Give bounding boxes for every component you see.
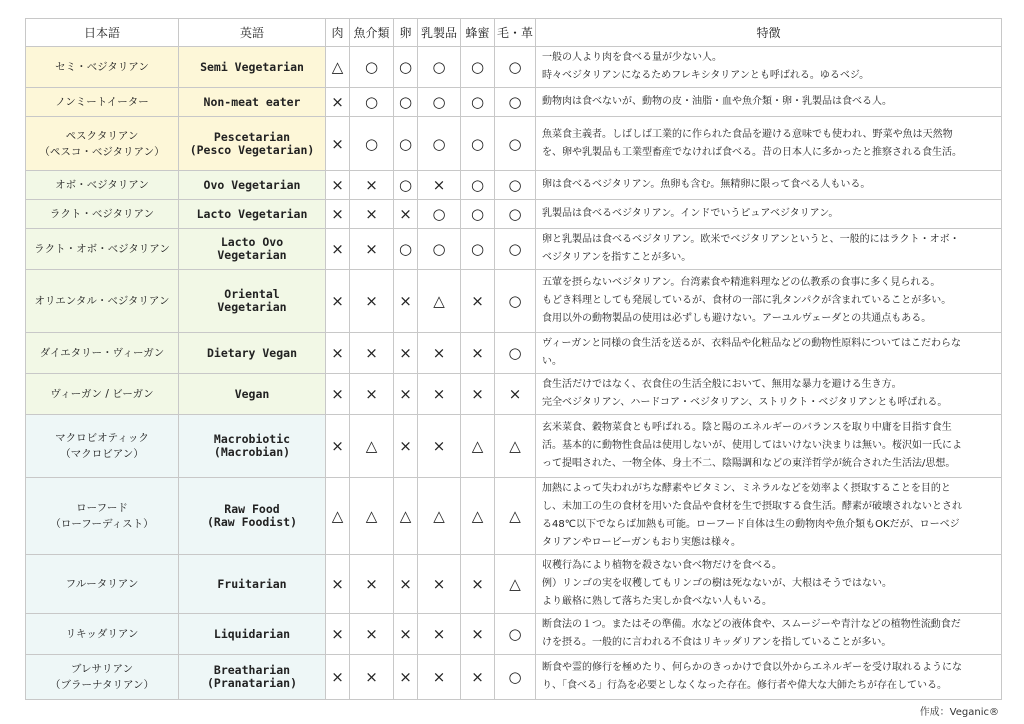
- egg-mark-cell: ×: [394, 555, 418, 614]
- table-row: [26, 415, 1002, 478]
- seafood-mark-cell: ×: [350, 200, 394, 229]
- wool-leather-mark-cell: ○: [495, 47, 536, 88]
- english-name-cell: Non-meat eater: [179, 88, 326, 117]
- egg-mark-cell: ×: [394, 614, 418, 655]
- japanese-name-cell: ローフード （ローフーディスト）: [26, 478, 179, 555]
- dairy-mark-cell: ○: [418, 88, 461, 117]
- wool-leather-mark-cell: ○: [495, 171, 536, 200]
- honey-mark-cell: ×: [461, 333, 495, 374]
- header-seafood: 魚介類: [350, 19, 394, 47]
- seafood-mark-cell: △: [350, 415, 394, 478]
- wool-leather-mark-cell: ○: [495, 200, 536, 229]
- seafood-mark-cell: ×: [350, 555, 394, 614]
- table-row: [26, 117, 1002, 171]
- header-wool-leather: 毛・革: [495, 19, 536, 47]
- honey-mark-cell: ×: [461, 270, 495, 333]
- seafood-mark-cell: ×: [350, 374, 394, 415]
- egg-mark-cell: ×: [394, 270, 418, 333]
- meat-mark-cell: ×: [326, 229, 350, 270]
- header-egg: 卵: [394, 19, 418, 47]
- wool-leather-mark-cell: ○: [495, 655, 536, 700]
- feature-description-cell: 玄米菜食、穀物菜食とも呼ばれる。陰と陽のエネルギーのバランスを取り中庸を目指す食生 活。基本的に動物性食品は使用しないが、使用してはいけない決まりは無い。桜沢如一氏によ って提唱された、一物全体、身土不二、陰陽調和などの東洋哲学が統合された生活法/思想。: [536, 415, 1002, 478]
- seafood-mark-cell: ○: [350, 88, 394, 117]
- meat-mark-cell: ×: [326, 415, 350, 478]
- table-row: [26, 655, 1002, 700]
- dairy-mark-cell: ×: [418, 655, 461, 700]
- egg-mark-cell: ○: [394, 171, 418, 200]
- feature-description-cell: 五葷を摂らないベジタリアン。台湾素食や精進料理などの仏教系の食事に多く見られる。 もどき料理としても発展しているが、食材の一部に乳タンパクが含まれていることが多い。 食用以外の動物製品の使用は必ずしも避けない。アーユルヴェーダとの共通点もある。: [536, 270, 1002, 333]
- japanese-name-cell: ラクト・ベジタリアン: [26, 200, 179, 229]
- japanese-name-cell: セミ・ベジタリアン: [26, 47, 179, 88]
- dairy-mark-cell: ×: [418, 333, 461, 374]
- english-name-cell: Vegan: [179, 374, 326, 415]
- seafood-mark-cell: ×: [350, 171, 394, 200]
- dairy-mark-cell: ○: [418, 47, 461, 88]
- seafood-mark-cell: ○: [350, 117, 394, 171]
- table-row: [26, 478, 1002, 555]
- egg-mark-cell: ○: [394, 47, 418, 88]
- feature-description-cell: 収穫行為により植物を殺さない食べ物だけを食べる。 例）リンゴの実を収穫してもリンゴの樹は死なないが、大根はそうではない。 より厳格に熟して落ちた実しか食べない人もいる。: [536, 555, 1002, 614]
- dairy-mark-cell: ○: [418, 117, 461, 171]
- seafood-mark-cell: ×: [350, 614, 394, 655]
- table-row: [26, 374, 1002, 415]
- table-row: [26, 614, 1002, 655]
- japanese-name-cell: マクロビオティック （マクロビアン）: [26, 415, 179, 478]
- japanese-name-cell: ダイエタリー・ヴィーガン: [26, 333, 179, 374]
- dairy-mark-cell: ×: [418, 555, 461, 614]
- seafood-mark-cell: △: [350, 478, 394, 555]
- table-row: [26, 229, 1002, 270]
- feature-description-cell: 魚菜食主義者。しばしば工業的に作られた食品を避ける意味でも使われ、野菜や魚は天然物 を、卵や乳製品も工業型畜産でなければ食べる。昔の日本人に多かったと推察される食生活。: [536, 117, 1002, 171]
- egg-mark-cell: ○: [394, 117, 418, 171]
- egg-mark-cell: ×: [394, 200, 418, 229]
- egg-mark-cell: ○: [394, 229, 418, 270]
- meat-mark-cell: ×: [326, 374, 350, 415]
- honey-mark-cell: ○: [461, 229, 495, 270]
- seafood-mark-cell: ×: [350, 229, 394, 270]
- egg-mark-cell: ×: [394, 655, 418, 700]
- wool-leather-mark-cell: ○: [495, 88, 536, 117]
- header-honey: 蜂蜜: [461, 19, 495, 47]
- meat-mark-cell: △: [326, 47, 350, 88]
- egg-mark-cell: ×: [394, 374, 418, 415]
- table-row: [26, 200, 1002, 229]
- header-japanese: 日本語: [26, 19, 179, 47]
- english-name-cell: Lacto Vegetarian: [179, 200, 326, 229]
- feature-description-cell: 卵は食べるベジタリアン。魚卵も含む。無精卵に限って食べる人もいる。: [536, 171, 1002, 200]
- english-name-cell: Fruitarian: [179, 555, 326, 614]
- english-name-cell: Macrobiotic (Macrobian): [179, 415, 326, 478]
- table-row: [26, 171, 1002, 200]
- feature-description-cell: 加熱によって失われがちな酵素やビタミン、ミネラルなどを効率よく摂取することを目的と し、未加工の生の食材を用いた食品や食材を生で摂取する食生活。酵素が破壊されないとされ る48℃以下でならば加熱も可能。ローフード自体は生の動物肉や魚介類もOKだが、ローベジ タリアンやロービーガンもおり実態は様々。: [536, 478, 1002, 555]
- header-features: 特徴: [536, 19, 1002, 47]
- table-row: [26, 555, 1002, 614]
- egg-mark-cell: ○: [394, 88, 418, 117]
- seafood-mark-cell: ×: [350, 270, 394, 333]
- japanese-name-cell: ノンミートイーター: [26, 88, 179, 117]
- table-row: [26, 88, 1002, 117]
- honey-mark-cell: ×: [461, 374, 495, 415]
- header-dairy: 乳製品: [418, 19, 461, 47]
- japanese-name-cell: フルータリアン: [26, 555, 179, 614]
- wool-leather-mark-cell: ○: [495, 229, 536, 270]
- japanese-name-cell: オボ・ベジタリアン: [26, 171, 179, 200]
- seafood-mark-cell: ×: [350, 655, 394, 700]
- seafood-mark-cell: ×: [350, 333, 394, 374]
- honey-mark-cell: △: [461, 478, 495, 555]
- wool-leather-mark-cell: △: [495, 478, 536, 555]
- feature-description-cell: 断食や霊的修行を極めたり、何らかのきっかけで食以外からエネルギーを受け取れるようにな り、「食べる」行為を必要としなくなった存在。修行者や偉大な大師たちが存在している。: [536, 655, 1002, 700]
- wool-leather-mark-cell: ○: [495, 117, 536, 171]
- meat-mark-cell: ×: [326, 614, 350, 655]
- dairy-mark-cell: ×: [418, 171, 461, 200]
- feature-description-cell: 乳製品は食べるベジタリアン。インドでいうピュアベジタリアン。: [536, 200, 1002, 229]
- meat-mark-cell: ×: [326, 270, 350, 333]
- meat-mark-cell: ×: [326, 655, 350, 700]
- english-name-cell: Breatharian (Pranatarian): [179, 655, 326, 700]
- english-name-cell: Liquidarian: [179, 614, 326, 655]
- wool-leather-mark-cell: △: [495, 415, 536, 478]
- english-name-cell: Lacto Ovo Vegetarian: [179, 229, 326, 270]
- feature-description-cell: 卵と乳製品は食べるベジタリアン。欧米でベジタリアンというと、一般的にはラクト・オボ・ ベジタリアンを指すことが多い。: [536, 229, 1002, 270]
- header-row: [26, 19, 1002, 47]
- honey-mark-cell: ×: [461, 655, 495, 700]
- table-row: [26, 47, 1002, 88]
- honey-mark-cell: ○: [461, 117, 495, 171]
- credit-text: 作成：Veganic®: [919, 707, 999, 718]
- dairy-mark-cell: △: [418, 478, 461, 555]
- honey-mark-cell: ×: [461, 614, 495, 655]
- honey-mark-cell: ×: [461, 555, 495, 614]
- honey-mark-cell: ○: [461, 88, 495, 117]
- feature-description-cell: ヴィーガンと同様の食生活を送るが、衣料品や化粧品などの動物性原料についてはこだわらな い。: [536, 333, 1002, 374]
- meat-mark-cell: ×: [326, 171, 350, 200]
- wool-leather-mark-cell: ○: [495, 614, 536, 655]
- table-row: [26, 333, 1002, 374]
- dairy-mark-cell: ×: [418, 374, 461, 415]
- egg-mark-cell: ×: [394, 415, 418, 478]
- wool-leather-mark-cell: △: [495, 555, 536, 614]
- dairy-mark-cell: △: [418, 270, 461, 333]
- japanese-name-cell: オリエンタル・ベジタリアン: [26, 270, 179, 333]
- egg-mark-cell: ×: [394, 333, 418, 374]
- japanese-name-cell: ペスクタリアン （ペスコ・ベジタリアン）: [26, 117, 179, 171]
- english-name-cell: Ovo Vegetarian: [179, 171, 326, 200]
- meat-mark-cell: △: [326, 478, 350, 555]
- english-name-cell: Dietary Vegan: [179, 333, 326, 374]
- meat-mark-cell: ×: [326, 200, 350, 229]
- dairy-mark-cell: ○: [418, 200, 461, 229]
- feature-description-cell: 一般の人より肉を食べる量が少ない人。 時々ベジタリアンになるためフレキシタリアンとも呼ばれる。ゆるベジ。: [536, 47, 1002, 88]
- dairy-mark-cell: ×: [418, 614, 461, 655]
- honey-mark-cell: ○: [461, 200, 495, 229]
- vegetarian-types-table: [25, 18, 1002, 700]
- wool-leather-mark-cell: ×: [495, 374, 536, 415]
- meat-mark-cell: ×: [326, 88, 350, 117]
- english-name-cell: Oriental Vegetarian: [179, 270, 326, 333]
- wool-leather-mark-cell: ○: [495, 333, 536, 374]
- wool-leather-mark-cell: ○: [495, 270, 536, 333]
- egg-mark-cell: △: [394, 478, 418, 555]
- meat-mark-cell: ×: [326, 333, 350, 374]
- seafood-mark-cell: ○: [350, 47, 394, 88]
- honey-mark-cell: ○: [461, 171, 495, 200]
- dairy-mark-cell: ○: [418, 229, 461, 270]
- header-english: 英語: [179, 19, 326, 47]
- feature-description-cell: 動物肉は食べないが、動物の皮・油脂・血や魚介類・卵・乳製品は食べる人。: [536, 88, 1002, 117]
- meat-mark-cell: ×: [326, 555, 350, 614]
- japanese-name-cell: ラクト・オボ・ベジタリアン: [26, 229, 179, 270]
- table-row: [26, 270, 1002, 333]
- meat-mark-cell: ×: [326, 117, 350, 171]
- dairy-mark-cell: ×: [418, 415, 461, 478]
- feature-description-cell: 食生活だけではなく、衣食住の生活全般において、無用な暴力を避ける生き方。 完全ベジタリアン、ハードコア・ベジタリアン、ストリクト・ベジタリアンとも呼ばれる。: [536, 374, 1002, 415]
- english-name-cell: Semi Vegetarian: [179, 47, 326, 88]
- english-name-cell: Raw Food (Raw Foodist): [179, 478, 326, 555]
- header-meat: 肉: [326, 19, 350, 47]
- honey-mark-cell: △: [461, 415, 495, 478]
- japanese-name-cell: ブレサリアン （ブラーナタリアン）: [26, 655, 179, 700]
- japanese-name-cell: リキッダリアン: [26, 614, 179, 655]
- japanese-name-cell: ヴィーガン / ビーガン: [26, 374, 179, 415]
- honey-mark-cell: ○: [461, 47, 495, 88]
- feature-description-cell: 断食法の１つ。またはその準備。水などの液体食や、スムージーや青汁などの植物性流動食だ けを摂る。一般的に言われる不食はリキッダリアンを指していることが多い。: [536, 614, 1002, 655]
- english-name-cell: Pescetarian (Pesco Vegetarian): [179, 117, 326, 171]
